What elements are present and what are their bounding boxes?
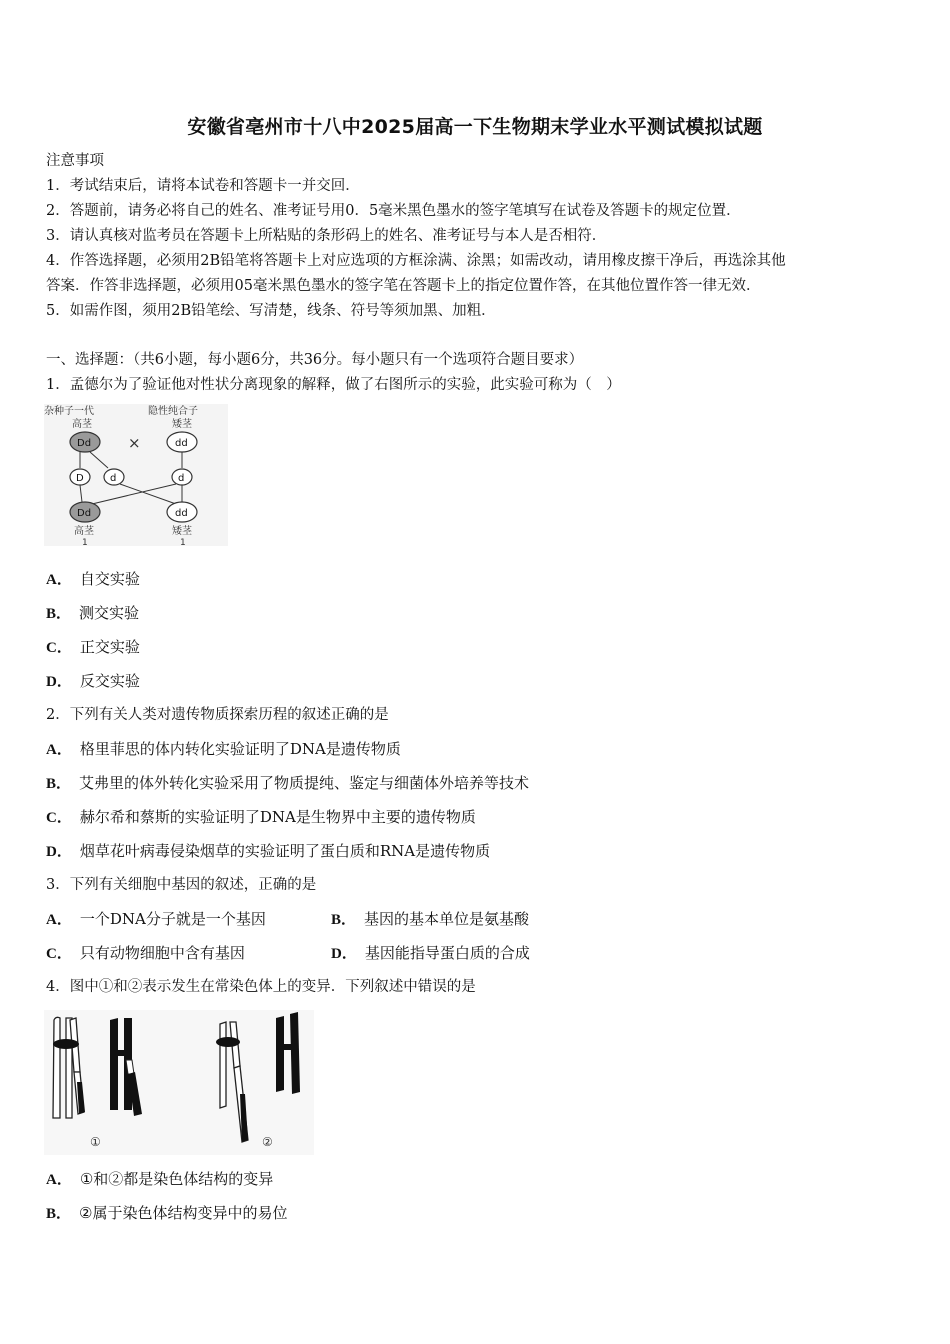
testcross-diagram [44, 404, 228, 546]
notice-item: 4．作答选择题，必须用2B铅笔将答题卡上对应选项的方框涂满、涂黑；如需改动，请用橡皮擦干净后，再选涂其他 [46, 253, 786, 269]
option-label: A． [46, 742, 72, 758]
option-label: C． [46, 946, 72, 962]
q3-option-c [46, 943, 245, 964]
question-2-stem: 2．下列有关人类对遗传物质探索历程的叙述正确的是 [46, 707, 389, 723]
section-heading: 一、选择题：（共6小题，每小题6分，共36分。每小题只有一个选项符合题目要求） [46, 352, 584, 368]
notice-heading: 注意事项 [46, 153, 104, 169]
fig1-parent-dd-label: dd [175, 438, 188, 449]
fig1-short-bottom: 矮茎 [172, 526, 192, 537]
page-title: 安徽省亳州市十八中2025届高一下生物期末学业水平测试模拟试题 [187, 116, 763, 138]
notice-item: 2．答题前，请务必将自己的姓名、准考证号用0．5毫米黑色墨水的签字笔填写在试卷及答题卡的规定位置． [46, 203, 741, 219]
option-text: 测交实验 [79, 604, 140, 622]
q2-option-c [46, 807, 476, 828]
option-label: C． [46, 810, 72, 826]
fig1-short-top: 矮茎 [172, 419, 192, 430]
fig1-gamete-d-right-label: d [178, 473, 185, 484]
q3-option-d [331, 943, 530, 964]
option-label: D． [46, 674, 72, 690]
option-text: 只有动物细胞中含有基因 [79, 944, 245, 962]
fig1-right-header: 隐性纯合子 [148, 406, 198, 417]
option-text: 一个DNA分子就是一个基因 [79, 910, 266, 928]
option-label: B． [46, 606, 72, 622]
option-text: 反交实验 [79, 672, 140, 690]
fig2-label-1: ① [90, 1135, 101, 1149]
option-label: C． [46, 640, 72, 656]
question-1-stem: 1．孟德尔为了验证他对性状分离现象的解释，做了右图所示的实验，此实验可称为（ ） [46, 377, 621, 393]
option-text: ①和②都是染色体结构的变异 [79, 1170, 274, 1188]
q1-option-a [46, 569, 140, 590]
option-label: A． [46, 572, 72, 588]
fig1-offspring-dd-label: dd [175, 508, 188, 519]
q4-option-a [46, 1169, 273, 1190]
question-4-stem: 4．图中①和②表示发生在常染色体上的变异．下列叙述中错误的是 [46, 979, 476, 995]
fig1-left-header: 杂种子一代 [44, 406, 94, 417]
q2-option-d [46, 841, 490, 862]
fig1-ratio-left: 1 [82, 538, 88, 546]
option-label: D． [46, 844, 72, 860]
option-label: A． [46, 1172, 72, 1188]
option-text: 基因能指导蛋白质的合成 [364, 944, 530, 962]
option-label: B． [331, 912, 357, 928]
option-text: 烟草花叶病毒侵染烟草的实验证明了蛋白质和RNA是遗传物质 [79, 842, 491, 860]
option-text: ②属于染色体结构变异中的易位 [79, 1204, 288, 1222]
q1-option-d [46, 671, 140, 692]
fig1-tall-top: 高茎 [72, 419, 92, 430]
fig1-gamete-d-left-label: d [110, 473, 117, 484]
option-text: 自交实验 [79, 570, 140, 588]
chromosome-variation-diagram [44, 1010, 314, 1155]
option-text: 格里菲思的体内转化实验证明了DNA是遗传物质 [79, 740, 401, 758]
question-3-stem: 3．下列有关细胞中基因的叙述，正确的是 [46, 877, 317, 893]
option-label: D． [331, 946, 357, 962]
option-text: 赫尔希和蔡斯的实验证明了DNA是生物界中主要的遗传物质 [79, 808, 476, 826]
fig1-cross-sign: × [128, 434, 141, 452]
option-label: B． [46, 776, 72, 792]
q1-option-b [46, 603, 139, 624]
notice-item: 5．如需作图，须用2B铅笔绘、写清楚，线条、符号等须加黑、加粗． [46, 303, 496, 319]
option-text: 基因的基本单位是氨基酸 [364, 910, 530, 928]
option-label: A． [46, 912, 72, 928]
fig1-tall-bottom: 高茎 [74, 526, 94, 537]
q1-option-c [46, 637, 140, 658]
option-label: B． [46, 1206, 72, 1222]
q2-option-a [46, 739, 401, 760]
option-text: 艾弗里的体外转化实验采用了物质提纯、鉴定与细菌体外培养等技术 [79, 774, 530, 792]
option-text: 正交实验 [79, 638, 140, 656]
notice-item: 1．考试结束后，请将本试卷和答题卡一并交回． [46, 178, 360, 194]
fig2-label-2: ② [262, 1135, 273, 1149]
fig1-ratio-right: 1 [180, 538, 186, 546]
q2-option-b [46, 773, 529, 794]
notice-item: 3．请认真核对监考员在答题卡上所粘贴的条形码上的姓名、准考证号与本人是否相符． [46, 228, 607, 244]
fig1-parent-Dd-label: Dd [77, 438, 92, 449]
q3-option-a [46, 909, 266, 930]
notice-item: 答案．作答非选择题，必须用05毫米黑色墨水的签字笔在答题卡上的指定位置作答，在其他位置作答一律无效． [46, 278, 761, 294]
fig1-offspring-Dd-label: Dd [77, 508, 92, 519]
fig1-gamete-D-label: D [76, 473, 84, 484]
q4-option-b [46, 1203, 287, 1224]
q3-option-b [331, 909, 529, 930]
